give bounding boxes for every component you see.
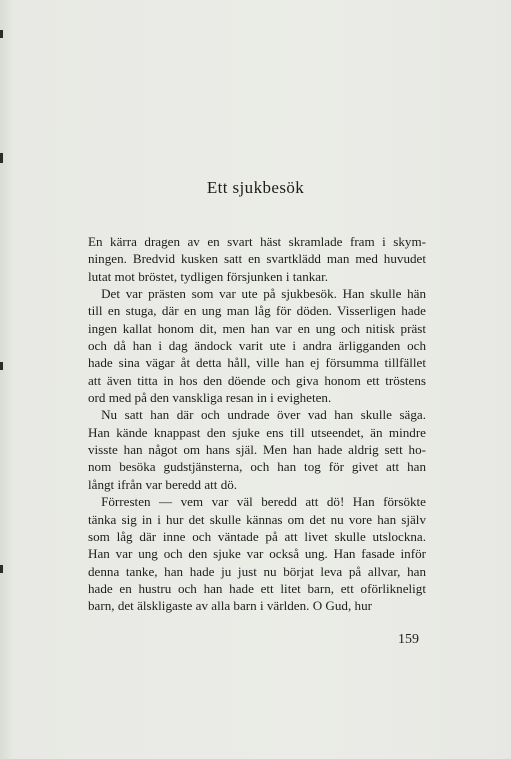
left-edge-mark <box>0 30 3 38</box>
text-line: Han var ung och den sjuke var också ung. Han fasade inför <box>88 546 426 562</box>
paragraph <box>88 406 426 493</box>
paragraph <box>88 493 426 614</box>
text-line: långt ifrån var beredd att dö. <box>88 476 238 492</box>
text-line: En kärra dragen av en svart häst skramlade fram i skym- <box>88 234 426 249</box>
text-line: Förresten — vem var väl beredd att dö! Han försökte <box>88 494 426 510</box>
text-line: ord med på den vanskliga resan in i evigheten. <box>88 390 332 406</box>
text-line: ingen kallat honom dit, men han var en ung och nitisk präst <box>88 320 426 336</box>
left-edge-mark <box>0 362 3 370</box>
body-text <box>88 233 426 615</box>
paragraph <box>88 285 426 406</box>
text-line: lutat mot bröstet, tydligen försjunken i tankar. <box>88 268 329 284</box>
text-line: och då han i dag ändock varit ute i andra ärligganden och <box>88 338 426 354</box>
text-line: till en stuga, där en ung man låg för döden. Visserligen hade <box>88 303 426 319</box>
text-line: hade sina vägar åt detta håll, ville han ej försumma tillfället <box>88 355 426 371</box>
text-line: ningen. Bredvid kusken satt en svartklädd man med huvudet <box>88 251 426 267</box>
text-line: visste han något om hans själ. Men han hade aldrig sett ho- <box>88 442 426 458</box>
text-line: nom besöka gudstjänsterna, och han tog för givet att han <box>88 459 426 475</box>
text-line: som låg där inne och väntade på att livet skulle utslockna. <box>88 528 426 544</box>
text-line: tänka sig in i hur det skulle kännas om det nu vore han själv <box>88 511 426 527</box>
text-line: att även titta in hos den döende och giva honom ett tröstens <box>88 372 426 388</box>
text-line: hade en hustru och han hade ett litet barn, ett oförlikneligt <box>88 580 426 596</box>
left-edge-mark <box>0 153 3 163</box>
text-line: Det var prästen som var ute på sjukbesök. Han skulle hän <box>88 286 426 302</box>
paragraph <box>88 233 426 285</box>
page-number: 159 <box>398 632 419 647</box>
left-edge-mark <box>0 565 3 573</box>
chapter-title: Ett sjukbesök <box>206 178 305 197</box>
text-line: barn, det älskligaste av alla barn i världen. O Gud, hur <box>88 598 372 614</box>
text-line: Han kände knappast den sjuke ens till utseendet, än mindre <box>88 424 426 440</box>
text-line: Nu satt han där och undrade över vad han skulle säga. <box>88 407 426 423</box>
text-line: denna tanke, han hade ju just nu börjat leva på allvar, han <box>88 563 426 579</box>
